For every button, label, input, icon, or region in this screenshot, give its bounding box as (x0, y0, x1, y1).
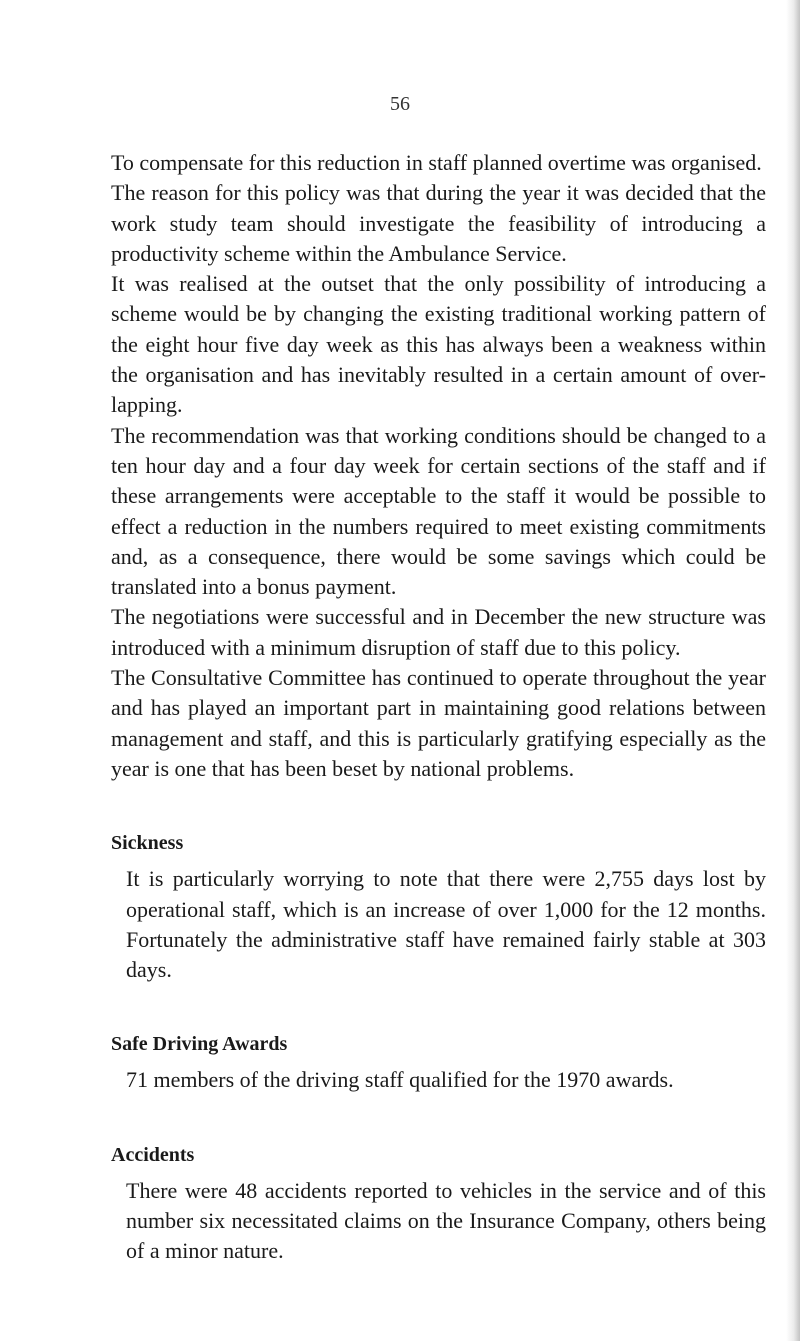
section-safe-driving-awards (111, 1031, 766, 1095)
page-content (111, 148, 766, 1267)
section-heading-safe-driving-awards: Safe Driving Awards (111, 1033, 288, 1056)
section-heading-sickness: Sickness (111, 832, 184, 855)
page-edge-shadow (786, 0, 800, 1341)
section-heading-accidents: Accidents (111, 1143, 195, 1166)
page-number: 56 (390, 93, 410, 115)
section-text-safe-driving-awards: 71 members of the driving staff qualified for the 1970 awards. (126, 1067, 674, 1093)
section-text-accidents: There were 48 accidents reported to vehicles in the service and of this number six necessitated claims on the Insurance Company, others being of a minor nature. (126, 1177, 766, 1264)
section-accidents (111, 1142, 766, 1267)
paragraph-policy-reason: The reason for this policy was that during the year it was decided that the work study team should investigate the feasibility of introducing a productivity scheme within the Ambulance Service. (111, 180, 766, 266)
intro-block (111, 148, 766, 784)
section-sickness (111, 830, 766, 985)
paragraph-recommendation: The recommendation was that working conditions should be changed to a ten hour day and a four day week for certain sections of the staff and if these arrangements were acceptable to the staff it would be possible to effect a reduction in the numbers required to meet existing commitments and, as a consequence, there would be some savings which could be translated into a bonus payment. (111, 422, 766, 600)
paragraph-overtime: To compensate for this reduction in staff planned overtime was organised. (111, 150, 762, 175)
paragraph-negotiations: The negotiations were successful and in December the new structure was introduced with a minimum disruption of staff due to this policy. (111, 604, 766, 660)
paragraph-consultative-committee: The Consultative Committee has continued to operate throughout the year and has played an important part in maintaining good relations between management and staff, and this is particularly gratifying especially as the year is one that has been beset by national problems. (111, 665, 766, 781)
paragraph-working-pattern: It was realised at the outset that the only possibility of introducing a scheme would be by changing the existing traditional working pattern of the eight hour five day week as this has always been a weakness within the organisation and has inevitably resulted in a certain amount of over-lapping. (111, 271, 766, 418)
section-text-sickness: It is particularly worrying to note that there were 2,755 days lost by operational staff, which is an increase of over 1,000 for the 12 months. Fortunately the administrative staff have remained fairly stable at 303 days. (126, 866, 766, 983)
